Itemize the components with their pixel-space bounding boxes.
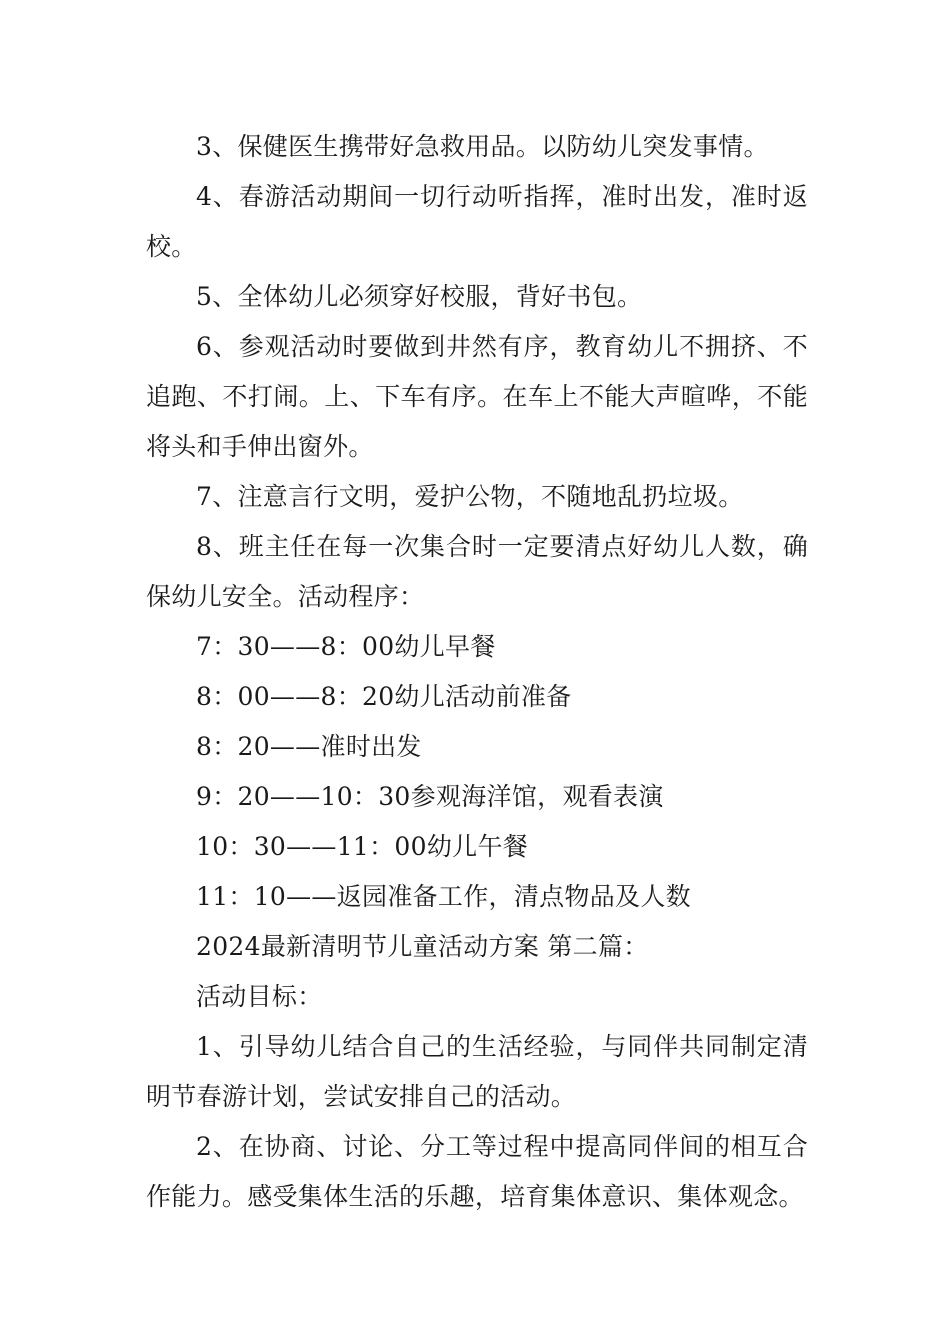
schedule-item-departure: 8：20——准时出发 (196, 732, 422, 761)
paragraph-item-8: 8、班主任在每一次集合时一定要清点好幼儿人数，确保幼儿安全。活动程序： (146, 532, 808, 611)
schedule-item-return: 11：10——返园准备工作，清点物品及人数 (196, 882, 691, 911)
objective-item-2: 2、在协商、讨论、分工等过程中提高同伴间的相互合作能力。感受集体生活的乐趣，培育集体意识、集体观念。 (146, 1132, 808, 1211)
schedule-item-aquarium: 9：20——10：30参观海洋馆，观看表演 (196, 782, 664, 811)
schedule-item-preparation: 8：00——8：20幼儿活动前准备 (196, 682, 572, 711)
objectives-heading: 活动目标： (196, 982, 323, 1011)
paragraph-item-7: 7、注意言行文明，爱护公物，不随地乱扔垃圾。 (196, 482, 744, 511)
paragraph-item-6: 6、参观活动时要做到井然有序，教育幼儿不拥挤、不追跑、不打闹。上、下车有序。在车上不能大声暄哗，不能将头和手伸出窗外。 (146, 332, 808, 461)
paragraph-item-3: 3、保健医生携带好急救用品。以防幼儿突发事情。 (196, 132, 769, 161)
objective-item-1: 1、引导幼儿结合自己的生活经验，与同伴共同制定清明节春游计划，尝试安排自己的活动。 (146, 1032, 808, 1111)
schedule-item-breakfast: 7：30——8：00幼儿早餐 (196, 632, 496, 661)
document-body (146, 122, 808, 1222)
schedule-item-lunch: 10：30——11：00幼儿午餐 (196, 832, 529, 861)
paragraph-item-5: 5、全体幼儿必须穿好校服，背好书包。 (196, 282, 643, 311)
section-heading: 2024最新清明节儿童活动方案 第二篇： (196, 932, 649, 961)
paragraph-item-4: 4、春游活动期间一切行动听指挥，准时出发，准时返校。 (146, 182, 808, 261)
